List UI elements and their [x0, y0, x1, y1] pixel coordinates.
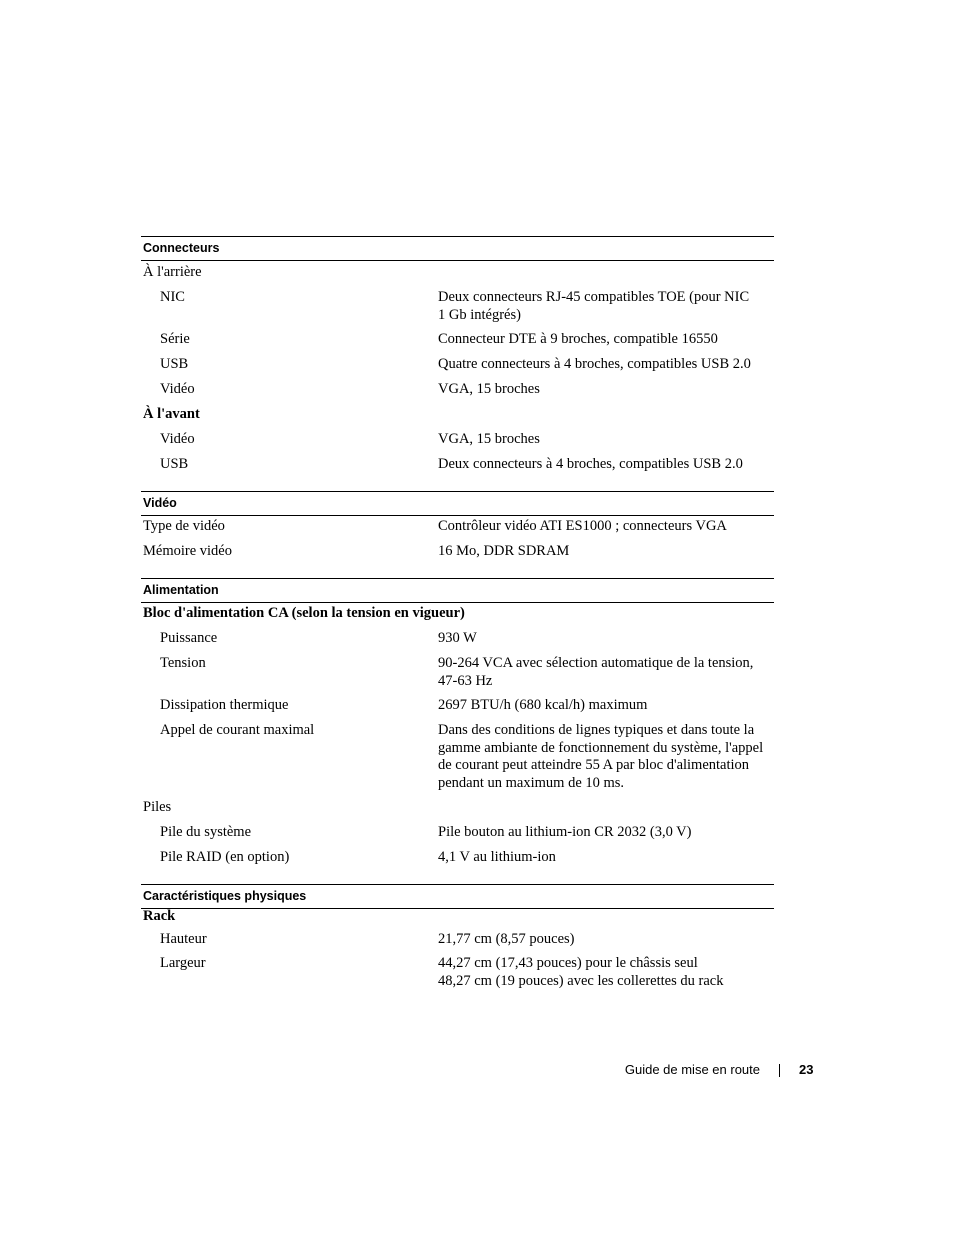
row-value-line: pendant un maximum de 10 ms. [438, 774, 625, 791]
row-value-usb-rear [438, 356, 774, 374]
row-label-video-memory: Mémoire vidéo [143, 543, 232, 559]
footer-title: Guide de mise en route [624, 1062, 760, 1077]
row-label-appel: Appel de courant maximal [160, 722, 315, 738]
row-label-usb-front: USB [160, 456, 189, 472]
row-label-serie: Série [160, 331, 190, 347]
row-label-tension: Tension [160, 655, 206, 671]
row-value-puissance [438, 630, 774, 648]
row-value-line: 16 Mo, DDR SDRAM [438, 543, 570, 559]
row-value-line: 4,1 V au lithium-ion [438, 849, 556, 865]
row-value-line: 44,27 cm (17,43 pouces) pour le châssis seul [438, 955, 698, 971]
row-value-line: VGA, 15 broches [438, 381, 540, 397]
section-header-connecteurs: Connecteurs [141, 236, 774, 261]
row-value-line: 2697 BTU/h (680 kcal/h) maximum [438, 697, 648, 713]
row-value-appel [438, 722, 774, 792]
row-value-largeur [438, 955, 774, 990]
footer-separator [779, 1064, 780, 1077]
row-label-video-front: Vidéo [160, 431, 195, 447]
row-value-line: gamme ambiante de fonctionnement du système, l'appel [438, 739, 764, 756]
group-rear: À l'arrière [143, 264, 202, 280]
row-value-line: 48,27 cm (19 pouces) avec les collerettes du rack [438, 972, 724, 989]
row-value-line: Pile bouton au lithium-ion CR 2032 (3,0 V) [438, 824, 692, 840]
group-piles: Piles [143, 799, 172, 815]
row-value-line: Quatre connecteurs à 4 broches, compatibles USB 2.0 [438, 356, 751, 372]
row-value-line: Dans des conditions de lignes typiques et dans toute la [438, 722, 755, 738]
row-value-line: 930 W [438, 630, 477, 646]
row-value-line: 90-264 VCA avec sélection automatique de la tension, [438, 655, 754, 671]
section-header-video: Vidéo [141, 491, 774, 516]
row-label-largeur: Largeur [160, 955, 206, 971]
row-value-nic [438, 289, 774, 324]
row-label-usb-rear: USB [160, 356, 189, 372]
row-label-video-type: Type de vidéo [143, 518, 225, 534]
row-value-line: Deux connecteurs RJ-45 compatibles TOE (pour NIC [438, 289, 750, 305]
row-label-puissance: Puissance [160, 630, 218, 646]
page-number: 23 [799, 1062, 814, 1077]
section-header-physique: Caractéristiques physiques [141, 884, 774, 909]
row-value-usb-front [438, 456, 774, 474]
row-label-nic: NIC [160, 289, 185, 305]
row-value-line: 1 Gb intégrés) [438, 306, 521, 323]
row-value-video-front [438, 431, 774, 449]
row-value-line: VGA, 15 broches [438, 431, 540, 447]
section-header-alimentation: Alimentation [141, 578, 774, 603]
row-value-line: Contrôleur vidéo ATI ES1000 ; connecteurs VGA [438, 518, 727, 534]
row-value-hauteur [438, 931, 774, 949]
row-value-line: 21,77 cm (8,57 pouces) [438, 931, 575, 947]
row-value-video-type [438, 518, 774, 536]
row-value-pile-raid [438, 849, 774, 867]
row-value-video-memory [438, 543, 774, 561]
row-value-serie [438, 331, 774, 349]
row-value-tension [438, 655, 774, 690]
group-psu: Bloc d'alimentation CA (selon la tension en vigueur) [143, 605, 465, 621]
row-value-line: de courant peut atteindre 55 A par bloc d'alimentation [438, 757, 750, 773]
row-value-line: Deux connecteurs à 4 broches, compatibles USB 2.0 [438, 456, 743, 472]
row-value-dissipation [438, 697, 774, 715]
row-label-pile-raid: Pile RAID (en option) [160, 849, 290, 865]
group-rack: Rack [143, 908, 176, 924]
row-label-dissipation: Dissipation thermique [160, 697, 289, 713]
row-value-line: 47-63 Hz [438, 672, 493, 689]
row-value-pile-systeme [438, 824, 774, 842]
row-value-video-rear [438, 381, 774, 399]
row-value-line: Connecteur DTE à 9 broches, compatible 16550 [438, 331, 718, 347]
row-label-pile-systeme: Pile du système [160, 824, 252, 840]
row-label-video-rear: Vidéo [160, 381, 195, 397]
group-front: À l'avant [143, 406, 200, 422]
row-label-hauteur: Hauteur [160, 931, 207, 947]
